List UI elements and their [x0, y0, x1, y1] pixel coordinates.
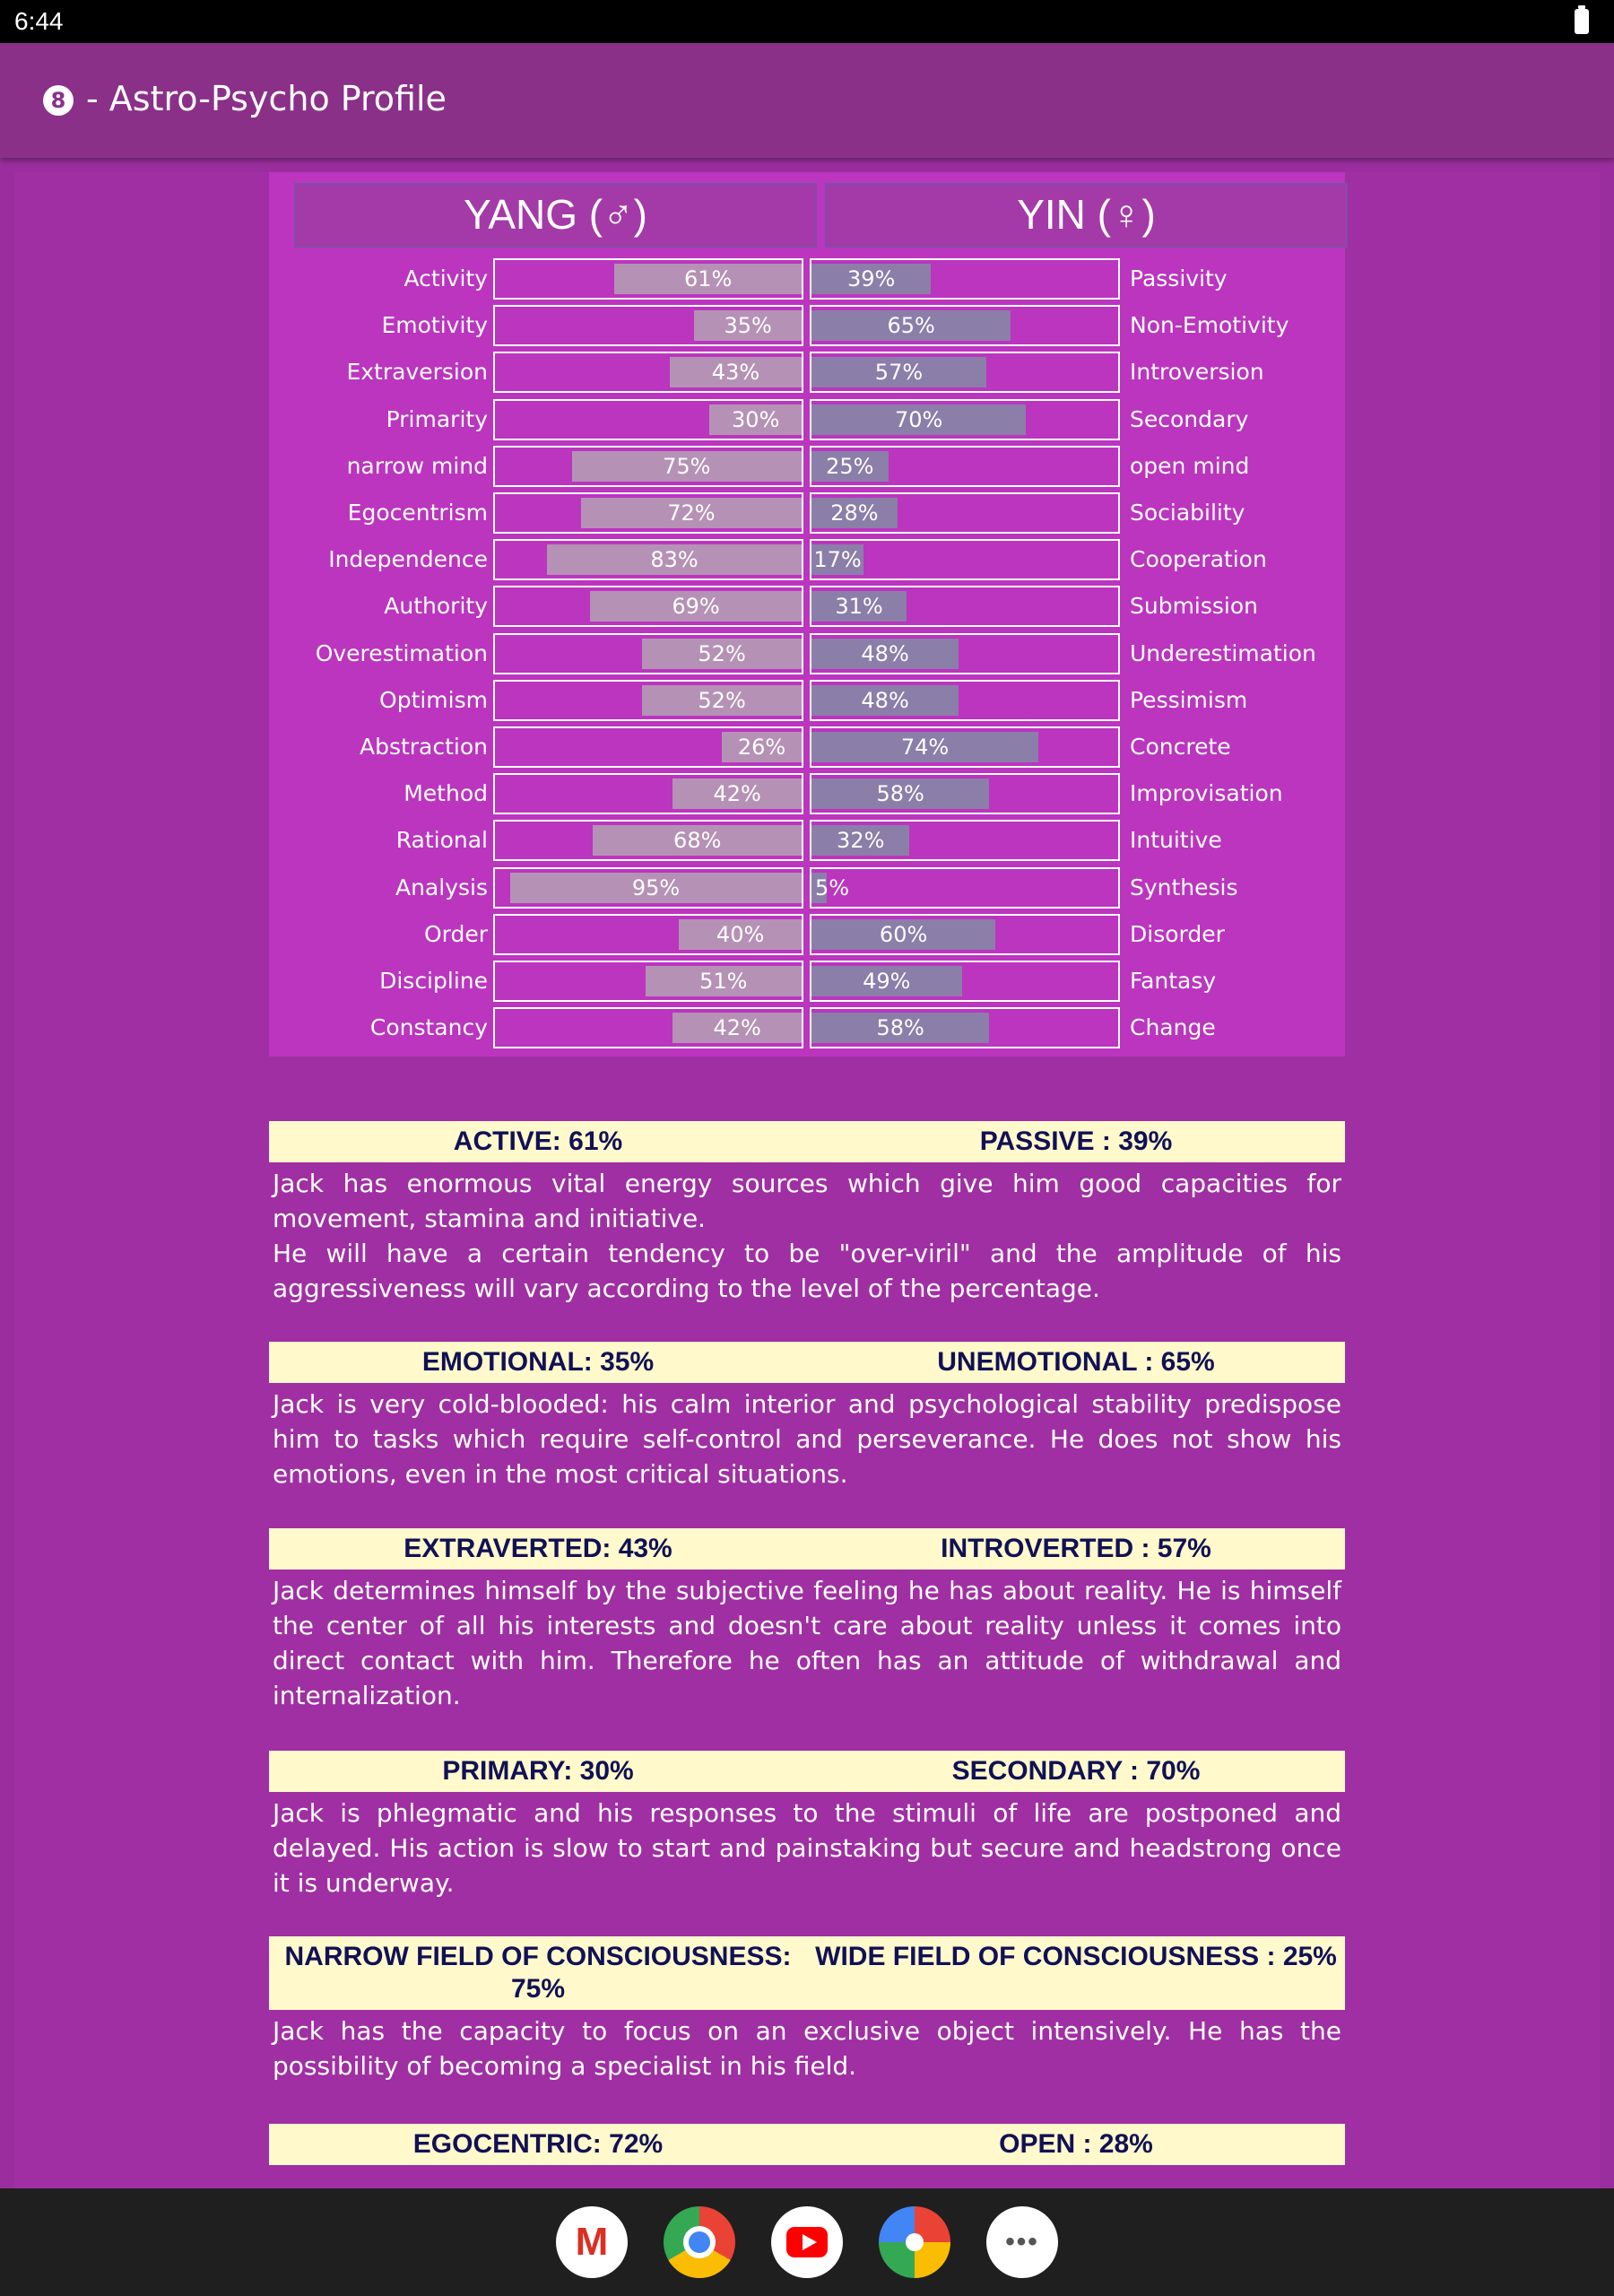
yin-bar [810, 773, 1120, 814]
chart-row [269, 586, 1345, 632]
yin-bar [810, 446, 1120, 487]
profile-content[interactable] [14, 172, 1600, 2188]
yin-header: YIN (♀) [825, 183, 1348, 248]
yin-bar [810, 1007, 1120, 1048]
yang-bar [493, 446, 803, 487]
yin-percent: 49% [863, 969, 911, 994]
yin-percent: 32% [837, 828, 885, 854]
section-header [269, 2124, 1345, 2165]
yang-trait-label: Rational [395, 827, 488, 854]
app-drawer-icon[interactable]: ••• [986, 2206, 1058, 2278]
yang-trait-label: Optimism [379, 686, 488, 713]
section-header [269, 1121, 1345, 1162]
yang-percent: 75% [663, 453, 711, 479]
yang-bar [493, 961, 803, 1002]
yang-trait-label: Order [423, 920, 488, 947]
yin-percent: 58% [876, 781, 924, 807]
yin-trait-label: Change [1130, 1014, 1216, 1041]
yin-bar [810, 867, 1120, 909]
yang-percent: 51% [699, 969, 748, 994]
yang-bar [493, 726, 803, 768]
section-left-heading: EXTRAVERTED: 43% [404, 1534, 672, 1563]
yang-percent: 40% [716, 921, 765, 947]
chart-row [269, 773, 1345, 820]
section-description [269, 1383, 1345, 1492]
yin-trait-label: Cooperation [1130, 546, 1267, 573]
yang-trait-label: Independence [328, 546, 488, 573]
yang-percent: 68% [673, 828, 722, 854]
yang-trait-label: Egocentrism [347, 500, 488, 526]
yin-trait-label: Passivity [1130, 265, 1228, 291]
chart-row [269, 633, 1345, 680]
yang-percent: 72% [667, 500, 716, 526]
status-bar [0, 0, 1614, 43]
yin-trait-label: Concrete [1130, 734, 1231, 760]
yin-percent: 74% [900, 735, 950, 760]
section-left-heading: ACTIVE: 61% [453, 1126, 623, 1156]
yang-bar [493, 305, 803, 346]
yang-yin-chart [269, 172, 1345, 1057]
yin-trait-label: Disorder [1130, 920, 1225, 947]
yin-bar [810, 914, 1120, 955]
yin-trait-label: Non-Emotivity [1130, 312, 1289, 339]
yin-trait-label: Intuitive [1130, 827, 1222, 854]
yang-trait-label: Overestimation [315, 639, 488, 666]
yang-trait-label: Discipline [379, 968, 488, 994]
section-description [269, 1792, 1345, 1900]
yang-trait-label: narrow mind [346, 452, 488, 479]
section-header [269, 1751, 1345, 1792]
section-header [269, 1342, 1345, 1383]
yang-trait-label: Authority [384, 593, 488, 620]
section-header [269, 1936, 1345, 2010]
trait-section [269, 1751, 1345, 1900]
yin-trait-label: open mind [1130, 452, 1250, 479]
chart-row [269, 680, 1345, 726]
section-description [269, 2010, 1345, 2083]
section-paragraph: Jack determines himself by the subjective feeling he has about reality. He is himself the center of all his interests and doesn't care about reality unless it comes into direct contact with him. Therefore he often has an attitude of withdrawal and internalization. [273, 1576, 1341, 1710]
chart-row [269, 446, 1345, 492]
yin-bar [810, 726, 1120, 768]
yang-bar [493, 680, 803, 721]
chart-row [269, 258, 1345, 305]
app-dock [0, 2188, 1614, 2296]
chart-row [269, 1007, 1345, 1054]
section-left-heading: NARROW FIELD OF CONSCIOUSNESS: 75% [284, 1942, 792, 2004]
app-bar [0, 43, 1614, 158]
yang-trait-label: Primarity [386, 405, 488, 432]
yang-trait-label: Extraversion [346, 359, 488, 386]
yin-bar [810, 305, 1120, 346]
section-header [269, 1528, 1345, 1570]
yang-bar [493, 914, 803, 955]
yang-percent: 69% [672, 594, 720, 620]
yang-percent: 52% [698, 687, 746, 713]
yin-trait-label: Fantasy [1130, 968, 1217, 994]
yin-bar [810, 586, 1120, 627]
section-right-heading: SECONDARY : 70% [951, 1756, 1201, 1786]
yang-percent: 43% [711, 360, 760, 386]
yin-percent: 31% [835, 594, 883, 620]
section-left-heading: EMOTIONAL: 35% [421, 1347, 655, 1377]
yang-trait-label: Constancy [369, 1014, 488, 1041]
yin-percent: 65% [887, 313, 935, 339]
section-left-heading: EGOCENTRIC: 72% [412, 2129, 664, 2159]
yang-bar [493, 492, 803, 534]
section-description [269, 1162, 1345, 1306]
chart-row [269, 399, 1345, 446]
yin-bar [810, 539, 1120, 580]
yang-percent: 35% [724, 313, 772, 339]
yin-bar [810, 352, 1120, 393]
yang-bar [493, 586, 803, 627]
yin-percent: 70% [895, 406, 943, 432]
chart-row [269, 961, 1345, 1007]
yang-percent: 95% [631, 874, 681, 900]
chart-row [269, 492, 1345, 539]
yin-percent: 48% [861, 687, 909, 713]
youtube-icon[interactable] [771, 2206, 843, 2278]
chart-row [269, 305, 1345, 352]
section-number-badge: 8 [43, 85, 74, 116]
yin-trait-label: Introversion [1130, 359, 1264, 386]
yin-bar [810, 961, 1120, 1002]
yang-bar [493, 539, 803, 580]
yin-percent: 28% [830, 500, 879, 526]
status-time: 6:44 [14, 7, 64, 35]
yin-percent: 48% [861, 640, 909, 666]
yin-percent: 5% [814, 874, 850, 900]
section-right-heading: UNEMOTIONAL : 65% [937, 1347, 1215, 1377]
yang-trait-label: Activity [404, 265, 488, 291]
yin-trait-label: Underestimation [1130, 639, 1316, 666]
section-paragraph: Jack is very cold-blooded: his calm interior and psychological stability predispose him to tasks which require self-control and perseverance. He does not show his emotions, even in the most critical situations. [273, 1389, 1341, 1489]
yin-percent: 57% [874, 360, 924, 386]
yin-trait-label: Improvisation [1130, 780, 1283, 807]
yin-bar [810, 492, 1120, 534]
yang-percent: 26% [737, 735, 786, 760]
section-paragraph: Jack has the capacity to focus on an exclusive object intensively. He has the possibility of becoming a specialist in his field. [273, 2016, 1341, 2081]
yang-percent: 52% [698, 640, 746, 666]
yin-bar [810, 258, 1120, 300]
chart-row [269, 352, 1345, 398]
yang-trait-label: Analysis [395, 874, 488, 900]
section-paragraph: Jack has enormous vital energy sources which give him good capacities for movement, stamina and initiative. [273, 1169, 1341, 1233]
section-right-heading: WIDE FIELD OF CONSCIOUSNESS : 25% [815, 1942, 1337, 1971]
yang-bar [493, 773, 803, 814]
yin-percent: 39% [847, 266, 896, 291]
yang-bar [493, 820, 803, 861]
trait-section [269, 1342, 1345, 1492]
yang-percent: 83% [650, 547, 699, 573]
yang-percent: 42% [713, 781, 761, 807]
yang-trait-label: Abstraction [359, 734, 488, 760]
yang-percent: 30% [732, 406, 780, 432]
page-title-text: - Astro-Psycho Profile [86, 79, 447, 118]
yang-trait-label: Method [404, 780, 488, 807]
yin-percent: 58% [876, 1015, 924, 1041]
trait-section [269, 1528, 1345, 1713]
trait-section [269, 1936, 1345, 2083]
chart-row [269, 539, 1345, 586]
yang-bar [493, 399, 803, 440]
yin-trait-label: Secondary [1130, 405, 1249, 432]
trait-section [269, 1121, 1345, 1306]
yang-bar [493, 867, 803, 909]
gmail-icon[interactable]: M [556, 2206, 628, 2278]
yang-bar [493, 1007, 803, 1048]
chart-row [269, 726, 1345, 773]
yin-percent: 17% [813, 547, 862, 573]
section-right-heading: PASSIVE : 39% [979, 1126, 1173, 1156]
yin-percent: 25% [826, 453, 874, 479]
photos-icon[interactable] [879, 2206, 950, 2278]
yang-bar [493, 258, 803, 300]
yin-bar [810, 820, 1120, 861]
yin-bar [810, 680, 1120, 721]
section-left-heading: PRIMARY: 30% [442, 1756, 634, 1786]
yang-bar [493, 352, 803, 393]
yin-percent: 60% [879, 921, 928, 947]
yin-trait-label: Submission [1130, 593, 1259, 620]
yang-trait-label: Emotivity [381, 312, 488, 339]
yang-percent: 61% [684, 266, 733, 291]
chart-row [269, 820, 1345, 866]
yin-trait-label: Synthesis [1130, 874, 1238, 900]
chart-row [269, 914, 1345, 961]
yin-trait-label: Sociability [1130, 500, 1245, 526]
section-paragraph: Jack is phlegmatic and his responses to the stimuli of life are postponed and delayed. His action is slow to start and painstaking but secure and headstrong once it is underway. [273, 1798, 1341, 1898]
chrome-icon[interactable] [664, 2206, 735, 2278]
section-paragraph: He will have a certain tendency to be "over-viril" and the amplitude of his aggressiveness will vary according to the level of the percentage. [273, 1239, 1341, 1303]
yang-header: YANG (♂) [294, 183, 817, 248]
section-right-heading: OPEN : 28% [999, 2129, 1153, 2159]
yin-trait-label: Pessimism [1130, 686, 1248, 713]
page-title [43, 79, 447, 118]
battery-icon [1575, 9, 1589, 34]
yin-bar [810, 633, 1120, 674]
trait-section [269, 2124, 1345, 2165]
yin-bar [810, 399, 1120, 440]
chart-row [269, 867, 1345, 914]
yang-percent: 42% [713, 1015, 761, 1041]
section-right-heading: INTROVERTED : 57% [941, 1534, 1211, 1563]
yang-bar [493, 633, 803, 674]
section-description [269, 1570, 1345, 1713]
